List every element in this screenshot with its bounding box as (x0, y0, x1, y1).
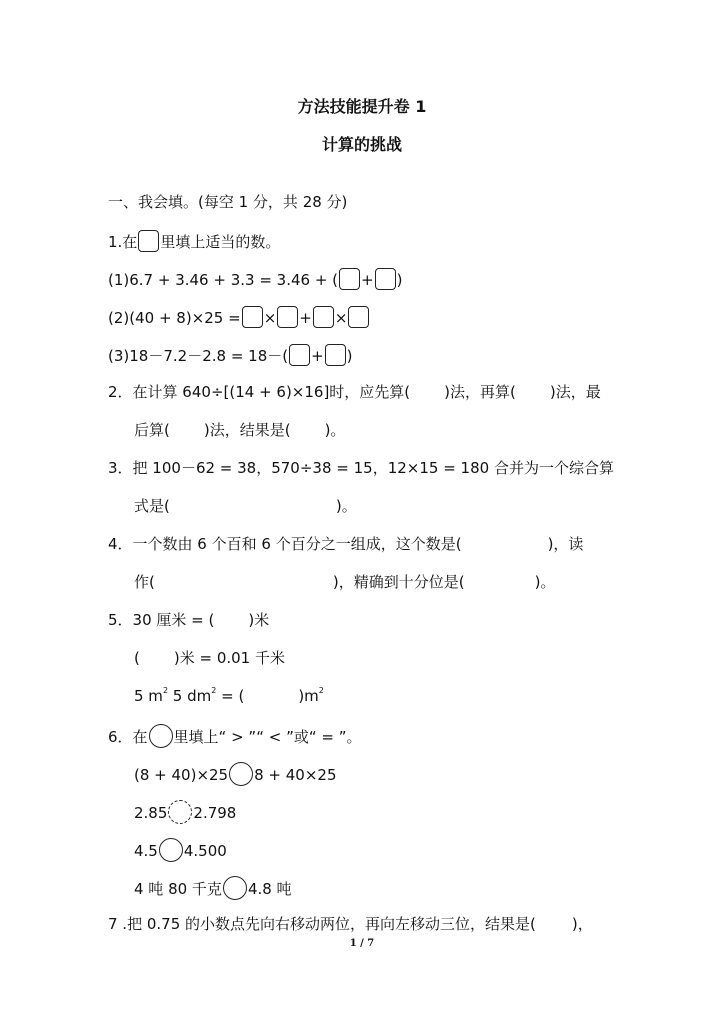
answer-box[interactable] (277, 306, 298, 328)
question-1-part-2: (2)(40 + 8)×25 = × + × (108, 306, 370, 328)
question-7-line-1: 7 .把 0.75 的小数点先向右移动两位，再向左移动三位，结果是( )， (108, 915, 593, 933)
question-1-part-1: (1)6.7 + 3.46 + 3.3 = 3.46 + ( + ) (108, 268, 402, 290)
question-1-part-3: (3)18－7.2－2.8 = 18－( + ) (108, 344, 353, 366)
answer-box[interactable] (289, 344, 310, 366)
question-1: 1.在 里填上适当的数。 (108, 230, 280, 252)
question-6-row-1: (8 + 40)×25 8 + 40×25 (134, 762, 337, 786)
answer-box[interactable] (242, 306, 263, 328)
answer-circle[interactable] (149, 724, 173, 748)
answer-box[interactable] (339, 268, 360, 290)
answer-circle[interactable] (229, 762, 253, 786)
question-2-line-1: 2．在计算 640÷[(14 + 6)×16]时，应先算( )法，再算( )法，最 (108, 383, 601, 401)
page-title: 方法技能提升卷 1 (297, 97, 427, 116)
question-6: 6．在 里填上“ > ”“ < ”或“ = ”。 (108, 724, 362, 748)
answer-box[interactable] (325, 344, 346, 366)
answer-circle[interactable] (223, 876, 247, 900)
question-5-line-1: 5．30 厘米 = ( )米 (108, 611, 270, 629)
answer-circle[interactable] (168, 800, 192, 824)
answer-circle[interactable] (159, 838, 183, 862)
question-4-line-1: 4．一个数由 6 个百和 6 个百分之一组成，这个数是( )，读 (108, 535, 584, 553)
question-2-line-2: 后算( )法，结果是( )。 (134, 421, 346, 439)
page-number: 1 / 7 (349, 938, 375, 949)
question-6-row-2: 2.85 2.798 (134, 800, 236, 824)
question-4-line-2: 作( )，精确到十分位是( )。 (134, 573, 556, 591)
question-5-line-3: 5 $m^2$ 5 $dm^2$ = ( )$m^2$ (134, 686, 324, 705)
answer-box[interactable] (348, 306, 369, 328)
answer-box[interactable] (138, 230, 159, 252)
question-3-line-2: 式是( )。 (134, 497, 357, 515)
question-6-row-3: 4.5 4.500 (134, 838, 227, 862)
question-5-line-2: ( )米 = 0.01 千米 (134, 649, 285, 667)
question-6-row-4: 4 吨 80 千克 4.8 吨 (134, 876, 292, 900)
question-3-line-1: 3．把 100－62 = 38，570÷38 = 15，12×15 = 180 合并为一个综合算 (108, 459, 614, 477)
answer-box[interactable] (313, 306, 334, 328)
page-subtitle: 计算的挑战 (321, 135, 402, 154)
answer-box[interactable] (375, 268, 396, 290)
section-heading: 一、我会填。(每空 1 分，共 28 分) (108, 193, 348, 211)
